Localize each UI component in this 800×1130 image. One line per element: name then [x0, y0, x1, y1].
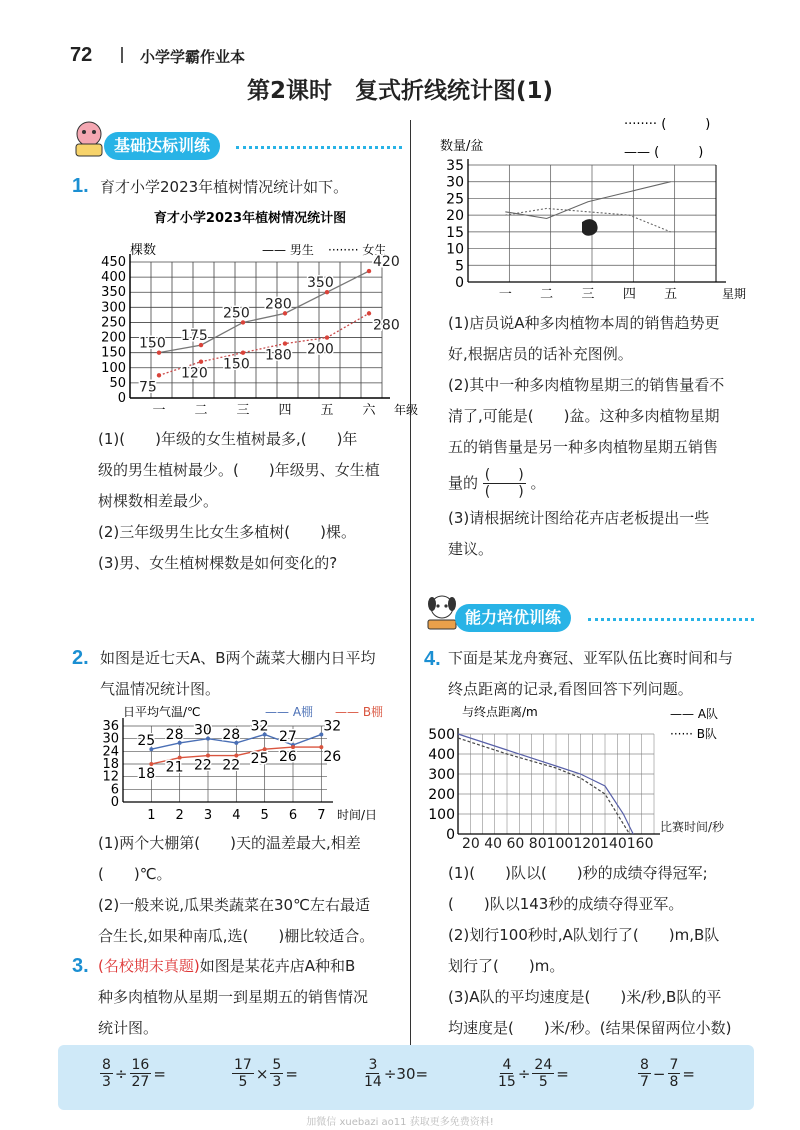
- legend-solid-blank: —— ( ): [624, 145, 704, 160]
- x-tick-labels: 20 40 60 80100120140160: [462, 836, 654, 852]
- x-tick-label: 5: [260, 808, 269, 823]
- data-point: [367, 311, 371, 315]
- equals: =: [285, 1064, 298, 1083]
- data-label: 21: [165, 759, 184, 776]
- calc-expression: [232, 1057, 300, 1090]
- x-axis-label: 时间/日: [337, 808, 378, 822]
- data-label: 28: [165, 726, 184, 743]
- q2-line: ( )℃。: [98, 865, 172, 883]
- numerator: 8: [640, 1057, 649, 1073]
- y-tick-label: 300: [428, 767, 455, 783]
- data-label: 26: [279, 749, 297, 766]
- q2-line: (2)一般来说,瓜果类蔬菜在30℃左右最适: [98, 896, 370, 914]
- question-intro: 育才小学2023年植树情况统计如下。: [100, 178, 349, 196]
- y-tick-label: 100: [101, 360, 126, 376]
- y-tick-label: 15: [446, 224, 464, 241]
- numerator: 4: [502, 1057, 512, 1073]
- q3-intro-line: [98, 951, 408, 982]
- data-label: 250: [223, 305, 250, 322]
- x-tick-label: 6: [288, 808, 298, 823]
- x-tick-label: 二: [194, 403, 208, 418]
- y-axis-label: 数量/盆: [440, 139, 484, 154]
- dog-mascot-icon: [425, 592, 459, 632]
- denominator: 5: [238, 1074, 248, 1090]
- question-number: 3.: [72, 955, 89, 977]
- x-tick-label: 7: [317, 808, 326, 823]
- x-tick-label: 五: [320, 403, 334, 418]
- data-point: [367, 269, 371, 273]
- q4-line: (1)( )队以( )秒的成绩夺得冠军;: [448, 864, 708, 882]
- q1-line: (3)男、女生植树棵数是如何变化的?: [98, 554, 338, 572]
- q2-line: (1)两个大棚第( )天的温差最大,相差: [98, 834, 361, 852]
- q3-line: 清了,可能是( )盆。这种多肉植物星期: [448, 407, 720, 425]
- y-tick-label: 10: [446, 241, 464, 258]
- x-tick-label: 四: [278, 403, 292, 418]
- data-label: 200: [307, 341, 334, 358]
- data-label: 32: [250, 718, 269, 735]
- q2-questions: [98, 828, 403, 952]
- chart-title: 育才小学2023年植树情况统计图: [153, 211, 347, 226]
- page-number: 72: [70, 44, 93, 66]
- y-tick-label: 18: [102, 757, 119, 772]
- legend-b: ······ B队: [670, 727, 717, 741]
- fraction: [668, 1057, 681, 1090]
- numerator: 3: [368, 1057, 378, 1073]
- data-label: 280: [265, 296, 292, 313]
- y-tick-label: 35: [446, 158, 464, 174]
- x-axis-label: 星期: [722, 287, 747, 301]
- q4-line: (3)A队的平均速度是( )米/秒,B队的平: [448, 988, 722, 1006]
- q4-line: ( )队以143秒的成绩夺得亚军。: [448, 895, 684, 913]
- y-tick-label: 0: [446, 827, 455, 843]
- data-label: 28: [222, 726, 241, 743]
- q4-questions: [448, 858, 758, 1044]
- y-axis-label: 与终点距离/m: [462, 705, 538, 719]
- x-tick-label: 三: [581, 287, 595, 302]
- data-label: 27: [279, 729, 297, 745]
- q3-line: 好,根据店员的话补充图例。: [448, 345, 633, 363]
- succulent-sales-chart: [420, 110, 760, 300]
- q4-line: 均速度是( )米/秒。(结果保留两位小数): [448, 1019, 732, 1037]
- fraction: [498, 1057, 516, 1090]
- banner-dots: [588, 618, 754, 621]
- data-label: 25: [137, 733, 156, 750]
- data-label: 18: [137, 766, 156, 782]
- x-axis-label: 比赛时间/秒: [660, 820, 725, 834]
- data-label: 350: [307, 275, 334, 292]
- calc-expression: [364, 1057, 430, 1090]
- operator: ÷: [517, 1064, 531, 1083]
- fraction: [364, 1057, 382, 1090]
- fraction: [270, 1057, 283, 1090]
- temperature-chart: [95, 702, 410, 827]
- y-tick-label: 6: [110, 782, 119, 798]
- equals: =: [153, 1064, 166, 1083]
- x-tick-label: 3: [203, 808, 213, 823]
- q2-intro-line: 气温情况统计图。: [100, 680, 221, 698]
- y-axis-label: 日平均气温/℃: [123, 705, 201, 719]
- y-tick-label: 400: [101, 270, 126, 286]
- legend-dotted-blank: ········ ( ): [624, 117, 711, 132]
- y-tick-label: 300: [101, 300, 126, 316]
- y-tick-label: 0: [117, 391, 126, 406]
- section-banner-basic: 基础达标训练: [104, 132, 220, 160]
- denominator: 3: [102, 1074, 111, 1090]
- legend-female: ········ 女生: [328, 243, 387, 257]
- numerator: 7: [669, 1057, 679, 1073]
- numerator: 5: [272, 1057, 282, 1073]
- header-divider: [121, 47, 123, 63]
- data-label: 420: [373, 254, 400, 271]
- operator: ÷30=: [383, 1064, 429, 1083]
- x-tick-label: 四: [622, 287, 636, 302]
- denominator: 3: [272, 1074, 282, 1090]
- q1-line: 级的男生植树最少。( )年级男、女生植: [98, 461, 380, 479]
- x-tick-label: 一: [152, 403, 166, 418]
- x-tick-label: 三: [236, 403, 250, 418]
- q3-line: (3)请根据统计图给花卉店老板提出一些: [448, 509, 710, 527]
- operator: −: [652, 1064, 666, 1083]
- y-axis-label: 棵数: [130, 243, 157, 258]
- legend-a: —— A棚: [265, 705, 314, 719]
- x-axis-label: 年级: [394, 403, 419, 417]
- y-tick-label: 5: [455, 258, 464, 275]
- denominator: 7: [640, 1074, 649, 1090]
- q3-intro: [98, 951, 408, 1044]
- data-point: [283, 341, 287, 345]
- y-tick-label: 250: [101, 315, 126, 331]
- x-tick-label: 1: [147, 808, 156, 823]
- q3-intro-text: 如图是某花卉店A种和B: [199, 957, 356, 975]
- q3-fraction-line: [448, 463, 758, 503]
- y-tick-label: 24: [102, 744, 119, 760]
- q3-frac-prefix: 量的: [448, 474, 479, 492]
- operator: ÷: [114, 1064, 128, 1083]
- column-divider: [410, 120, 411, 1060]
- x-tick-label: 六: [362, 403, 376, 418]
- data-point: [325, 335, 329, 339]
- y-tick-label: 36: [102, 719, 119, 734]
- y-tick-label: 50: [109, 375, 126, 391]
- tree-planting-chart: [90, 200, 419, 430]
- equals: =: [556, 1064, 569, 1083]
- numerator: 16: [131, 1057, 150, 1073]
- y-tick-label: 0: [110, 795, 119, 810]
- frac-numerator: ( ): [484, 467, 524, 483]
- y-tick-label: 12: [102, 769, 119, 785]
- data-label: 150: [223, 356, 250, 373]
- calc-expression: [638, 1057, 697, 1090]
- y-tick-label: 30: [446, 174, 464, 191]
- q3-frac-suffix: 。: [530, 474, 546, 492]
- q3-line: 五的销售量是另一种多肉植物星期五销售: [448, 438, 719, 456]
- y-tick-label: 25: [446, 191, 464, 208]
- x-tick-label: 2: [175, 808, 184, 823]
- series-line-A队: [458, 734, 633, 834]
- q3-line: (2)其中一种多肉植物星期三的销售量看不: [448, 376, 725, 394]
- frac-denominator: ( ): [484, 484, 524, 500]
- q2-intro: [100, 643, 376, 705]
- data-label: 150: [139, 335, 166, 352]
- q4-intro: [448, 643, 733, 705]
- y-tick-label: 100: [428, 807, 455, 823]
- q3-blank-fraction: [483, 467, 526, 500]
- q3-line: 建议。: [448, 540, 494, 558]
- y-tick-label: 400: [428, 747, 455, 763]
- banner-dots: [236, 146, 402, 149]
- q3-intro-line: 统计图。: [98, 1019, 159, 1037]
- legend-a: —— A队: [670, 707, 719, 721]
- section-banner-advanced: 能力培优训练: [455, 604, 571, 632]
- data-label: 175: [181, 328, 208, 345]
- data-label: 25: [250, 751, 269, 768]
- data-label: 280: [373, 317, 400, 334]
- y-tick-label: 500: [428, 727, 455, 743]
- data-label: 75: [139, 379, 157, 396]
- question-number: 2.: [72, 647, 89, 669]
- q2-intro-line: 如图是近七天A、B两个蔬菜大棚内日平均: [100, 649, 376, 667]
- x-tick-label: 二: [540, 287, 554, 302]
- numerator: 17: [234, 1057, 252, 1073]
- y-tick-label: 20: [446, 208, 464, 225]
- y-tick-label: 350: [101, 285, 126, 301]
- q4-intro-line: 终点距离的记录,看图回答下列问题。: [448, 680, 693, 698]
- y-tick-label: 200: [428, 787, 455, 803]
- data-label: 32: [323, 718, 342, 735]
- legend-male: —— 男生: [262, 243, 314, 257]
- denominator: 5: [538, 1074, 548, 1090]
- series-line: [505, 182, 670, 219]
- legend-b: —— B棚: [335, 705, 384, 719]
- q3-intro-line: 种多肉植物从星期一到星期五的销售情况: [98, 988, 369, 1006]
- fraction: [130, 1057, 152, 1090]
- book-title: 小学学霸作业本: [140, 48, 246, 66]
- question-number: 1.: [72, 175, 89, 197]
- numerator: 8: [102, 1057, 111, 1073]
- q1-line: (2)三年级男生比女生多植树( )棵。: [98, 523, 356, 541]
- fraction: [232, 1057, 254, 1090]
- data-label: 22: [194, 757, 212, 774]
- data-label: 22: [222, 757, 241, 774]
- data-point: [157, 373, 161, 377]
- denominator: 15: [498, 1074, 516, 1090]
- q4-line: (2)划行100秒时,A队划行了( )m,B队: [448, 926, 720, 944]
- data-label: 180: [265, 347, 292, 364]
- denominator: 14: [364, 1074, 382, 1090]
- data-point: [199, 360, 203, 364]
- data-label: 30: [194, 722, 212, 739]
- q3-questions: [448, 308, 758, 565]
- q3-chart: [420, 110, 760, 300]
- x-tick-label: 五: [664, 287, 678, 302]
- denominator: 8: [669, 1074, 679, 1090]
- ink-blot: [582, 219, 598, 236]
- y-tick-label: 150: [101, 345, 126, 361]
- q3-line: (1)店员说A种多肉植物本周的销售趋势更: [448, 314, 720, 332]
- q2-chart: [95, 702, 410, 827]
- data-label: 26: [323, 749, 342, 766]
- y-tick-label: 30: [102, 731, 119, 747]
- watermark: 加微信 xuebazi ao11 获取更多免费资料!: [306, 1117, 494, 1128]
- cat-mascot-icon: [72, 118, 106, 158]
- calc-expression: [100, 1057, 168, 1090]
- calc-expression: [498, 1057, 571, 1090]
- page-title: 第2课时 复式折线统计图(1): [246, 78, 554, 104]
- numerator: 24: [534, 1057, 553, 1073]
- fraction: [100, 1057, 113, 1090]
- question-number: 4.: [424, 648, 441, 670]
- x-tick-label: 4: [232, 808, 241, 823]
- q2-line: 合生长,如果种南瓜,选( )棚比较适合。: [98, 927, 375, 945]
- denominator: 27: [131, 1074, 150, 1090]
- equals: =: [682, 1064, 695, 1083]
- fraction: [532, 1057, 554, 1090]
- y-tick-label: 0: [455, 275, 464, 291]
- q4-intro-line: 下面是某龙舟赛冠、亚军队伍比赛时间和与: [448, 649, 734, 667]
- fraction: [638, 1057, 651, 1090]
- x-tick-label: 一: [498, 287, 512, 302]
- y-tick-label: 450: [101, 255, 126, 270]
- q1-line: 树棵数相差最少。: [98, 492, 219, 510]
- q1-chart: [90, 200, 419, 430]
- q1-line: (1)( )年级的女生植树最多,( )年: [98, 430, 358, 448]
- y-tick-label: 200: [101, 330, 126, 346]
- operator: ×: [255, 1064, 269, 1083]
- q1-questions: [98, 424, 403, 579]
- q3-source-tag: (名校期末真题): [98, 957, 200, 975]
- data-point: [241, 350, 245, 354]
- data-label: 120: [181, 365, 208, 382]
- q4-line: 划行了( )m。: [448, 957, 565, 975]
